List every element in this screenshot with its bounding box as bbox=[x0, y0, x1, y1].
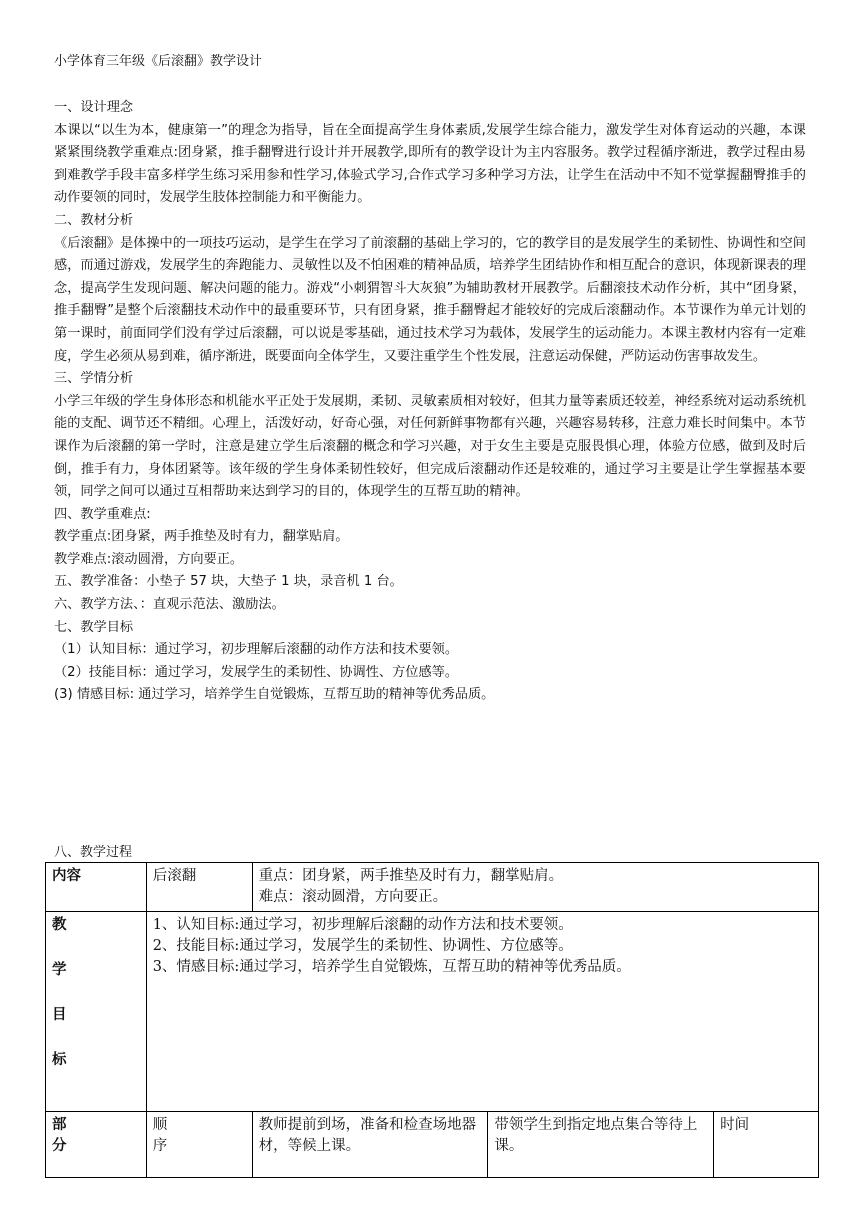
objective-skill: （2）技能目标：通过学习，发展学生的柔韧性、协调性、方位感等。 bbox=[54, 664, 459, 680]
goal-cognitive: 1、认知目标:通过学习，初步理解后滚翻的动作方法和技术要领。 bbox=[152, 917, 573, 933]
key-difficulty-cell bbox=[252, 863, 818, 912]
section-label-cell: 部 分 bbox=[46, 1112, 147, 1178]
key-point-line: 重点：团身紧，两手推垫及时有力，翻掌贴肩。 bbox=[258, 868, 564, 884]
section-3-text: 小学三年级的学生身体形态和机能水平正处于发展期，柔韧、灵敏素质相对较好，但其力量等素质还较差，神经系统对运动系统机能的支配、调节还不精细。心理上，活泼好动，好奇心强，对任何新鲜事物都有兴趣，兴趣容易转移，注意力难长时间集中。本节课作为后滚翻的第一学时，注意是建立学生后滚翻的概念和学习兴趣，对于女生主要是克服畏惧心理，体验方位感，做到及时后倒，推手有力，身体团紧等。该年级的学生身体柔韧性较好，但完成后滚翻动作还是较难的，通过学习主要是让学生掌握基本要领，同学之间可以通过互相帮助来达到学习的目的，体现学生的互帮互助的精神。 bbox=[54, 393, 806, 500]
document-title: 小学体育三年级《后滚翻》教学设计 bbox=[54, 54, 263, 69]
section-5-preparation: 五、教学准备：小垫子 57 块，大垫子 1 块，录音机 1 台。 bbox=[54, 574, 403, 590]
section-2-text: 《后滚翻》是体操中的一项技巧运动，是学生在学习了前滚翻的基础上学习的，它的教学目的是发展学生的柔韧性、协调性和空间感，而通过游戏，发展学生的奔跑能力、灵敏性以及不怕困难的精神品质，培养学生团结协作和相互配合的意识，体现新课表的理念，提高学生发现问题、解决问题的能力。游戏“小刺猬智斗大灰狼”为辅助教材开展教学。后翻滚技术动作分析，其中“团身紧，推手翻臀”是整个后滚翻技术动作中的最重要环节，只有团身紧，推手翻臀起才能较好的完成后滚翻动作。本节课作为单元计划的第一课时，前面同学们没有学过后滚翻，可以说是零基础，通过技术学习为载体，发展学生的运动能力。本课主教材内容有一定难度，学生必须从易到难，循序渐进，既要面向全体学生，又要注重学生个性发展，注意运动保健，严防运动伤害事故发生。 bbox=[54, 235, 806, 364]
vertical-char: 标 bbox=[52, 1052, 67, 1068]
difficulty-line: 难点：滚动圆滑，方向要正。 bbox=[258, 889, 448, 905]
table-row bbox=[46, 912, 819, 1112]
section-6-method: 六、教学方法、：直观示范法、激励法。 bbox=[54, 597, 285, 613]
goal-emotion: 3、情感目标:通过学习，培养学生自觉锻炼，互帮互助的精神等优秀品质。 bbox=[152, 959, 631, 975]
objectives-label-cell bbox=[46, 912, 147, 1112]
vertical-char: 教 bbox=[52, 917, 67, 933]
section-4-heading: 四、教学重难点: bbox=[54, 506, 151, 522]
section-2-heading: 二、教材分析 bbox=[54, 212, 134, 228]
objective-emotion: (3) 情感目标: 通过学习，培养学生自觉锻炼，互帮互助的精神等优秀品质。 bbox=[54, 687, 495, 703]
table-row bbox=[46, 1112, 819, 1178]
section-1-heading: 一、设计理念 bbox=[54, 100, 134, 115]
teaching-process-table bbox=[45, 862, 819, 1178]
order-label-cell: 顺 序 bbox=[146, 1112, 252, 1178]
teacher-activity-cell: 教师提前到场，准备和检查场地器材，等候上课。 bbox=[252, 1112, 488, 1178]
objectives-content-cell bbox=[146, 912, 818, 1112]
teaching-key-point: 教学重点:团身紧，两手推垫及时有力，翻掌贴肩。 bbox=[54, 529, 349, 545]
section-3-heading: 三、学情分析 bbox=[54, 371, 134, 387]
time-cell: 时间 bbox=[714, 1112, 819, 1178]
content-label-cell: 内容 bbox=[46, 863, 147, 912]
vertical-char: 目 bbox=[52, 1007, 67, 1023]
teaching-difficulty: 教学难点:滚动圆滑，方向要正。 bbox=[54, 551, 244, 567]
table-row bbox=[46, 863, 819, 912]
goal-skill: 2、技能目标:通过学习，发展学生的柔韧性、协调性、方位感等。 bbox=[152, 938, 573, 954]
objective-cognitive: （1）认知目标：通过学习，初步理解后滚翻的动作方法和技术要领。 bbox=[54, 642, 459, 658]
vertical-char: 学 bbox=[52, 962, 67, 978]
section-1-text: 本课以“以生为本，健康第一”的理念为指导，旨在全面提高学生身体素质,发展学生综合能力，激发学生对体育运动的兴趣，本课紧紧围绕教学重难点:团身紧，推手翻臀进行设计并开展教学,即所有的教学设计为主内容服务。教学过程循序渐进，教学过程由易到难教学手段丰富多样学生练习采用参和性学习,体验式学习,合作式学习多种学习方法，让学生在活动中不知不觉掌握翻臀推手的动作要领的同时，发展学生肢体控制能力和平衡能力。 bbox=[54, 122, 806, 206]
section-8-heading: 八、教学过程 bbox=[54, 845, 133, 860]
content-value-cell: 后滚翻 bbox=[146, 863, 252, 912]
section-7-heading: 七、教学目标 bbox=[54, 619, 134, 635]
student-activity-cell: 带领学生到指定地点集合等待上课。 bbox=[488, 1112, 714, 1178]
document-body bbox=[54, 97, 806, 707]
